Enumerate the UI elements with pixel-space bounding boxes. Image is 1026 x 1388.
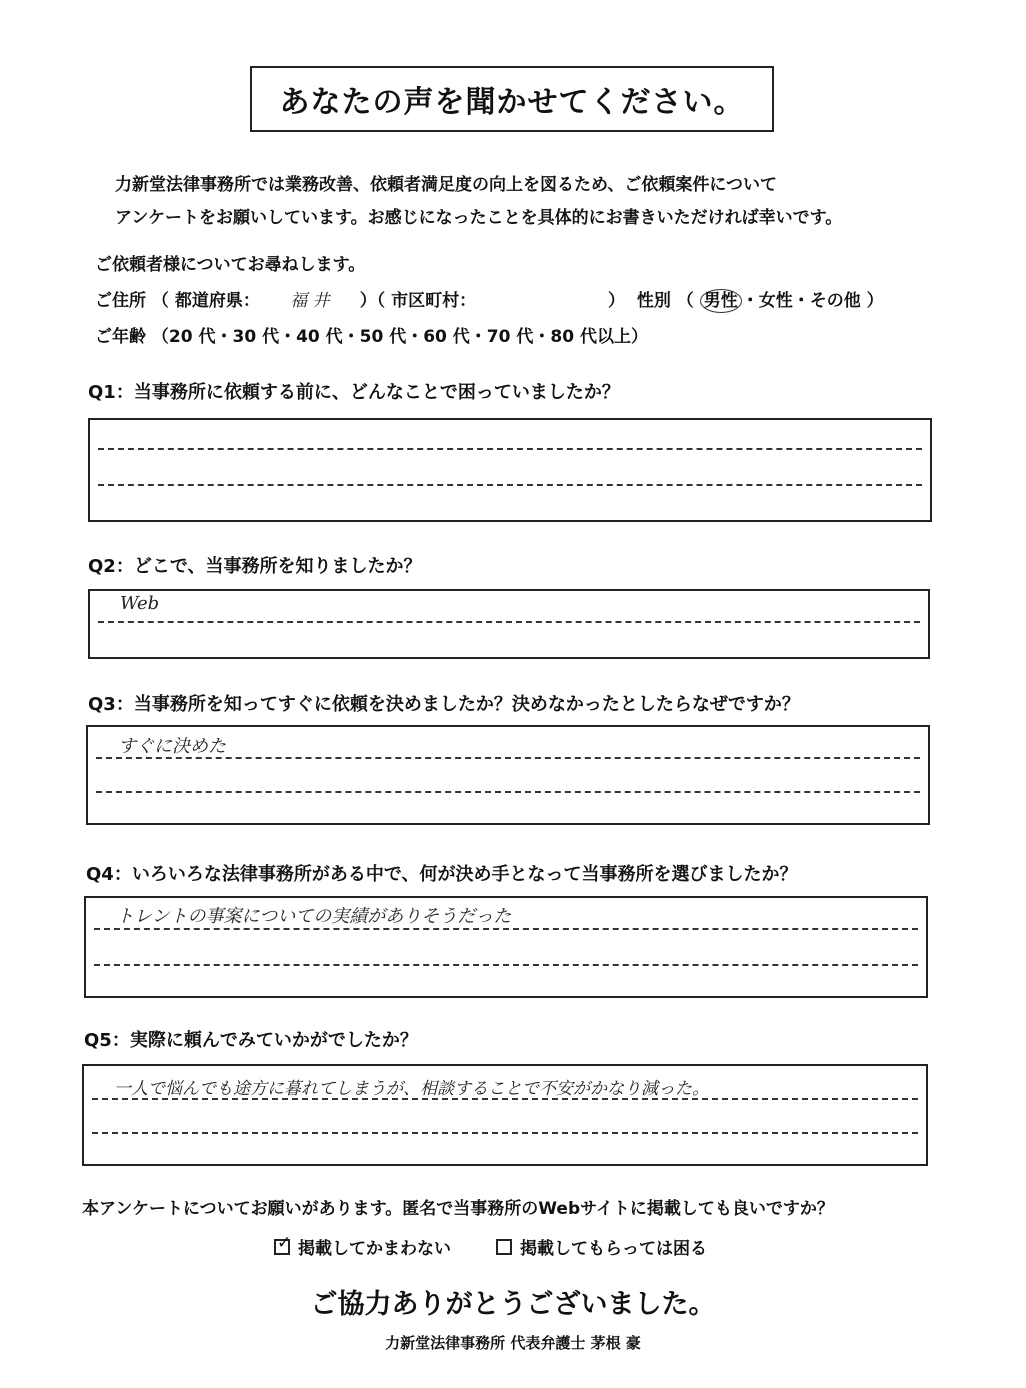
q2-title <box>88 552 421 578</box>
q4-title <box>86 860 797 886</box>
q4-text: いろいろな法律事務所がある中で、何が決め手となって当事務所を選びましたか？ <box>131 864 798 885</box>
q3-label: Q3： <box>88 694 134 715</box>
q3-line-2 <box>96 791 920 793</box>
q4-line-2 <box>94 964 918 966</box>
signature: 力新堂法律事務所 代表弁護士 茅根 豪 <box>385 1334 641 1352</box>
q2-text: どこで、当事務所を知りましたか？ <box>133 556 422 577</box>
consent-no-label: 掲載してもらっては困る <box>520 1239 707 1259</box>
q4-line-1 <box>94 928 918 930</box>
age-options[interactable]: （20 代・30 代・40 代・50 代・60 代・70 代・80 代以上） <box>151 327 648 347</box>
q3-answer: すぐに決めた <box>118 736 226 757</box>
consent-yes-checkbox[interactable] <box>274 1232 292 1255</box>
thanks-message: ご協力ありがとうございました。 <box>310 1289 716 1320</box>
q3-text: 当事務所を知ってすぐに依頼を決めましたか？決めなかったとしたらなぜですか？ <box>133 694 800 715</box>
consent-option-no[interactable] <box>496 1234 707 1259</box>
q1-label: Q1： <box>88 382 134 403</box>
gender-male-selected[interactable]: 男性 <box>700 289 742 313</box>
client-heading: ご依頼者様についてお尋ねします。 <box>95 255 366 275</box>
check-mark-icon: ✓ <box>277 1232 292 1253</box>
consent-no-checkbox[interactable] <box>496 1239 512 1255</box>
q2-line-1 <box>98 621 920 623</box>
q5-line-2 <box>92 1132 918 1134</box>
age-label: ご年齢 <box>95 327 146 347</box>
q2-label: Q2： <box>88 556 134 577</box>
intro-line-2: アンケートをお願いしています。お感じになったことを具体的にお書きいただければ幸いです。 <box>115 208 843 228</box>
q1-line-2 <box>98 484 922 486</box>
q5-label: Q5： <box>84 1030 130 1051</box>
q1-answer-box[interactable] <box>88 418 932 522</box>
q2-answer-box[interactable] <box>88 589 930 659</box>
address-row <box>95 286 884 313</box>
q5-title <box>84 1026 418 1052</box>
q4-answer: トレントの事案についての実績がありそうだった <box>116 906 512 927</box>
city-close: ） <box>607 291 625 311</box>
q2-answer: Web <box>120 593 160 614</box>
age-row <box>95 322 648 347</box>
prefecture-value[interactable]: 福 井 <box>290 291 330 311</box>
gender-other-options[interactable]: ・女性・その他 ） <box>741 291 884 311</box>
q1-text: 当事務所に依頼する前に、どんなことで困っていましたか？ <box>133 382 620 403</box>
q5-text: 実際に頼んでみていかがでしたか？ <box>129 1030 418 1051</box>
consent-question: 本アンケートについてお願いがあります。匿名で当事務所のWebサイトに掲載しても良いですか？ <box>82 1199 834 1219</box>
q5-answer: 一人で悩んでも途方に暮れてしまうが、相談することで不安がかなり減った。 <box>114 1079 709 1099</box>
intro-line-1: 力新堂法律事務所では業務改善、依頼者満足度の向上を図るため、ご依頼案件について <box>115 175 777 195</box>
gender-label: 性別 <box>636 291 671 311</box>
prefecture-label: （ 都道府県： <box>151 291 260 311</box>
q3-title <box>88 690 800 716</box>
address-label: ご住所 <box>95 291 146 311</box>
q4-label: Q4： <box>86 864 132 885</box>
consent-option-yes[interactable] <box>274 1234 451 1259</box>
q3-answer-box[interactable] <box>86 725 930 825</box>
consent-yes-label: 掲載してかまわない <box>298 1239 451 1259</box>
gender-open: （ <box>676 291 694 311</box>
survey-title: あなたの声を聞かせてください。 <box>250 66 774 132</box>
q1-line-1 <box>98 448 922 450</box>
q4-answer-box[interactable] <box>84 896 928 998</box>
q5-answer-box[interactable] <box>82 1064 928 1166</box>
city-label: ）（ 市区町村： <box>359 291 477 311</box>
q1-title <box>88 378 620 404</box>
